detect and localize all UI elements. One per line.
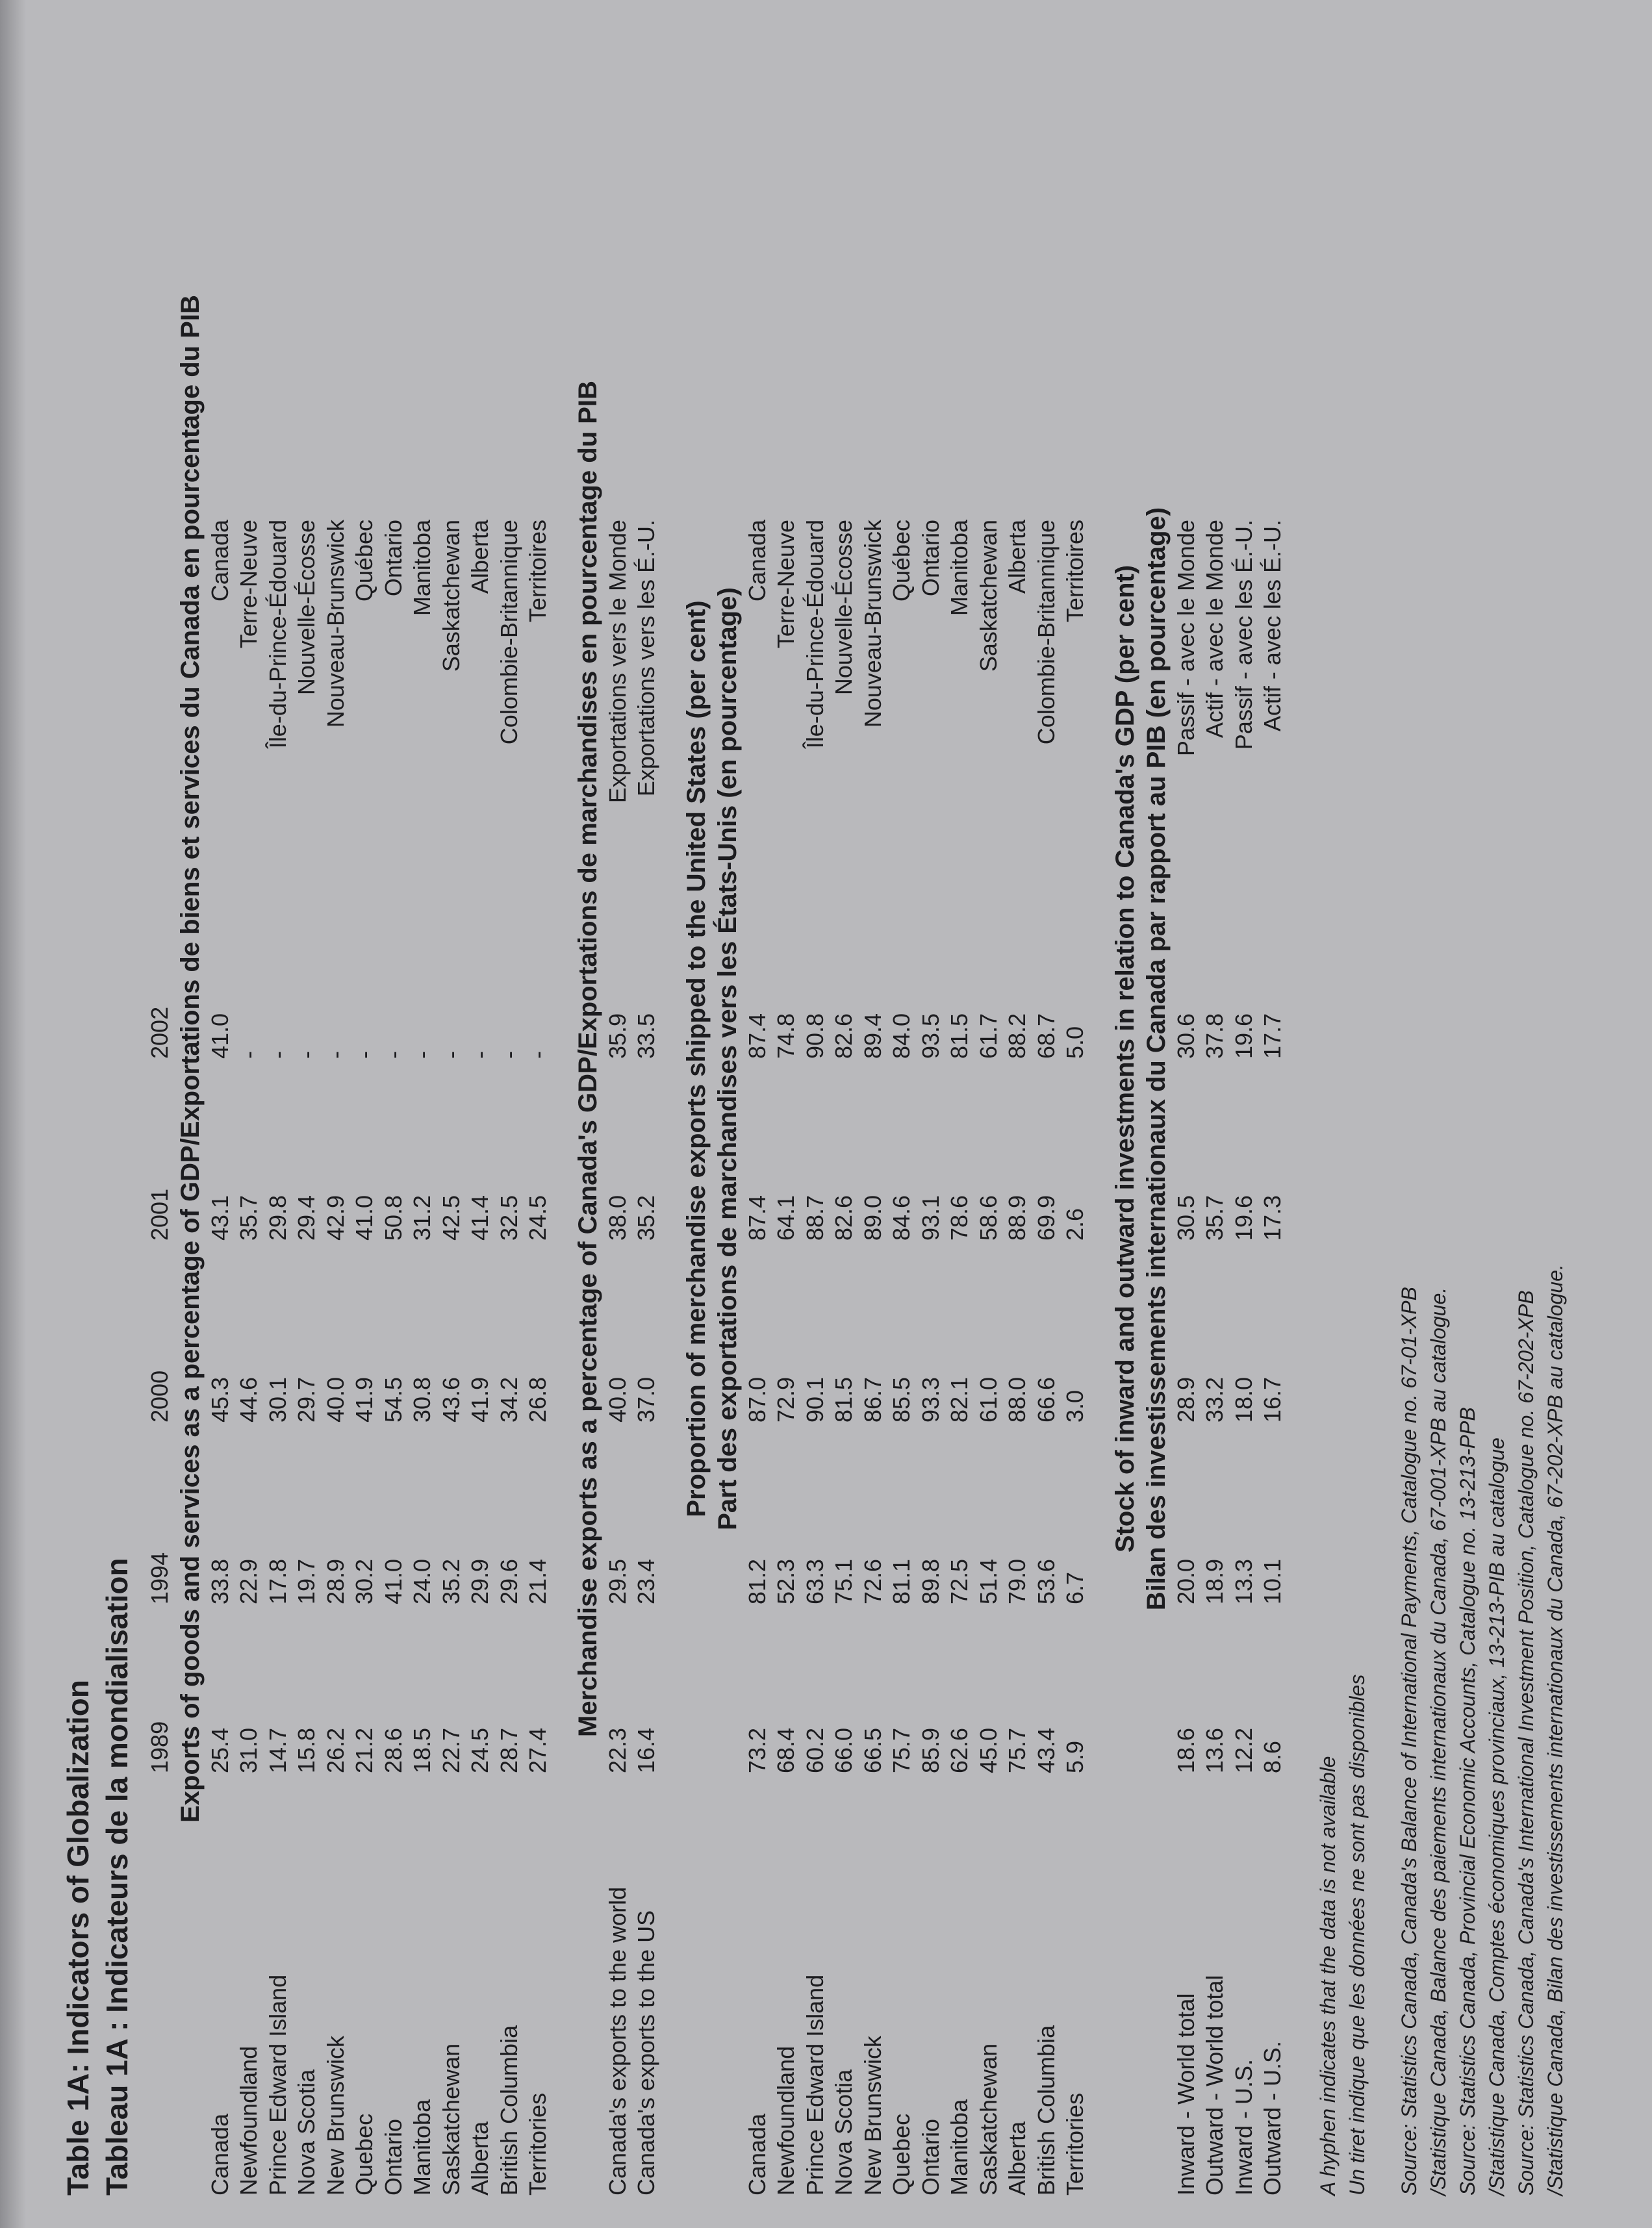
value-cell: 20.0	[1172, 1558, 1199, 1604]
value-cell: 27.4	[524, 1727, 551, 1773]
value-cell: -	[466, 1051, 493, 1059]
page-edge-shadow	[0, 0, 26, 2228]
note-fr: Un tiret indique que les données ne sont pas disponibles	[1345, 1674, 1369, 2196]
row-label-fr: Ontario	[917, 520, 944, 597]
year-header: 2001	[146, 1188, 173, 1241]
table-row	[945, 520, 974, 2196]
value-cell: 82.6	[830, 1013, 857, 1059]
table-row	[830, 520, 859, 2196]
value-cell: 52.3	[772, 1558, 799, 1604]
value-cell: 79.0	[1004, 1558, 1030, 1604]
value-cell: 18.9	[1201, 1558, 1228, 1604]
row-label-fr: Manitoba	[946, 520, 972, 616]
row-label-en: Quebec	[888, 2113, 915, 2196]
table-title-en: Table 1A: Indicators of Globalization	[61, 1680, 95, 2196]
table-row	[859, 520, 888, 2196]
value-cell: 41.9	[466, 1376, 493, 1423]
table-row	[1230, 520, 1259, 2196]
row-label-en: Inward - World total	[1172, 1993, 1199, 2196]
value-cell: 18.5	[409, 1727, 435, 1773]
value-cell: 45.0	[974, 1727, 1002, 1773]
value-cell: 69.9	[1032, 1195, 1060, 1241]
row-label-en: Outward - U.S.	[1259, 2040, 1286, 2196]
value-cell: 43.1	[206, 1195, 233, 1241]
row-label-fr: Nouvelle-Écosse	[293, 520, 320, 696]
row-label-en: Newfoundland	[235, 2045, 262, 2196]
value-cell: 17.3	[1259, 1195, 1286, 1241]
value-cell: 41.0	[351, 1195, 377, 1241]
value-cell: 26.8	[524, 1376, 551, 1423]
row-label-en: Manitoba	[409, 2099, 435, 2196]
table-row	[379, 520, 409, 2196]
value-cell: -	[293, 1051, 320, 1059]
table-row	[292, 520, 322, 2196]
value-cell: 85.5	[888, 1376, 915, 1423]
value-cell: 72.5	[946, 1558, 972, 1604]
row-label-en: Canada	[743, 2113, 770, 2196]
row-label-fr: Saskatchewan	[437, 520, 464, 672]
value-cell: 35.7	[1201, 1195, 1228, 1241]
row-label-fr: Nouvelle-Écosse	[830, 520, 857, 696]
row-label-fr: Québec	[351, 520, 377, 602]
value-cell: 54.5	[379, 1376, 407, 1423]
year-header: 2002	[146, 1006, 173, 1059]
value-cell: 85.9	[917, 1727, 944, 1773]
row-label-fr: Passif - avec les É.-U.	[1230, 520, 1257, 750]
value-cell: -	[409, 1051, 435, 1059]
value-cell: 30.6	[1172, 1013, 1199, 1059]
table-section-1	[146, 520, 175, 2196]
value-cell: -	[264, 1051, 291, 1059]
value-cell: 28.6	[379, 1727, 407, 1773]
value-cell: 72.9	[772, 1376, 799, 1423]
year-header-row	[146, 520, 175, 2196]
value-cell: 25.4	[206, 1727, 233, 1773]
value-cell: 35.2	[437, 1558, 464, 1604]
row-label-fr: Territoires	[1061, 520, 1088, 623]
source-line: /Statistique Canada, Balance des paiements internationaux du Canada, 67-001-XPB au catalogue.	[1426, 1287, 1450, 2196]
value-cell: -	[495, 1051, 522, 1059]
table-row	[495, 520, 524, 2196]
section-1-title: Exports of goods and services as a percentage of GDP/Exportations de biens et services du Canada en pourcentage du PIB	[175, 295, 205, 1823]
table-row	[264, 520, 293, 2196]
table-row	[1201, 520, 1230, 2196]
row-label-en: Territories	[1061, 2092, 1088, 2196]
row-label-fr: Alberta	[1004, 520, 1030, 594]
row-label-fr: Actif - avec le Monde	[1201, 520, 1228, 739]
value-cell: 19.7	[293, 1558, 320, 1604]
value-cell: 16.7	[1259, 1376, 1286, 1423]
value-cell: -	[351, 1051, 377, 1059]
value-cell: 19.6	[1230, 1195, 1257, 1241]
value-cell: 68.7	[1032, 1013, 1060, 1059]
table-row	[466, 520, 495, 2196]
row-label-en: Saskatchewan	[974, 2043, 1002, 2196]
value-cell: 93.1	[917, 1195, 944, 1241]
section-3-title-en: Proportion of merchandise exports shipped to the United States (per cent)	[681, 600, 711, 1517]
source-line: /Statistique Canada, Bilan des investissements internationaux du Canada, 67-202-XPB au catalogue.	[1543, 1264, 1567, 2196]
value-cell: 24.5	[524, 1195, 551, 1241]
section-2-title: Merchandise exports as a percentage of Canada's GDP/Exportations de marchandises en pourcentage du PIB	[573, 381, 602, 1737]
section-4-title-en: Stock of inward and outward investments in relation to Canada's GDP (per cent)	[1110, 564, 1139, 1553]
value-cell: 42.5	[437, 1195, 464, 1241]
note-en: A hyphen indicates that the data is not available	[1315, 1756, 1340, 2196]
value-cell: 41.0	[206, 1013, 233, 1059]
value-cell: 81.5	[830, 1376, 857, 1423]
value-cell: 37.8	[1201, 1013, 1228, 1059]
value-cell: 13.6	[1201, 1727, 1228, 1773]
value-cell: 22.9	[235, 1558, 262, 1604]
row-label-en: Ontario	[379, 2118, 407, 2196]
value-cell: 35.2	[633, 1195, 659, 1241]
row-label-en: Alberta	[1004, 2121, 1030, 2196]
table-row	[743, 520, 772, 2196]
value-cell: 61.7	[974, 1013, 1002, 1059]
value-cell: 26.2	[322, 1727, 349, 1773]
value-cell: 88.7	[801, 1195, 828, 1241]
section-3-rows	[743, 520, 1090, 2196]
table-row	[974, 520, 1004, 2196]
value-cell: 33.5	[633, 1013, 659, 1059]
row-label-fr: Saskatchewan	[974, 520, 1002, 672]
value-cell: 3.0	[1061, 1389, 1088, 1423]
value-cell: 50.8	[379, 1195, 407, 1241]
row-label-en: Canada	[206, 2113, 233, 2196]
value-cell: 75.7	[888, 1727, 915, 1773]
value-cell: 29.8	[264, 1195, 291, 1241]
value-cell: 81.5	[946, 1013, 972, 1059]
row-label-en: Nova Scotia	[830, 2069, 857, 2196]
row-label-en: Nova Scotia	[293, 2069, 320, 2196]
value-cell: 41.9	[351, 1376, 377, 1423]
year-header: 1989	[146, 1721, 173, 1773]
value-cell: 78.6	[946, 1195, 972, 1241]
row-label-en: Alberta	[466, 2121, 493, 2196]
value-cell: 82.6	[830, 1195, 857, 1241]
value-cell: 29.7	[293, 1376, 320, 1423]
value-cell: 22.3	[604, 1727, 631, 1773]
value-cell: 42.9	[322, 1195, 349, 1241]
value-cell: 84.6	[888, 1195, 915, 1241]
value-cell: 45.3	[206, 1376, 233, 1423]
table-row	[235, 520, 264, 2196]
value-cell: 14.7	[264, 1727, 291, 1773]
value-cell: 64.1	[772, 1195, 799, 1241]
value-cell: 93.5	[917, 1013, 944, 1059]
value-cell: 24.5	[466, 1727, 493, 1773]
value-cell: 31.0	[235, 1727, 262, 1773]
value-cell: 90.8	[801, 1013, 828, 1059]
value-cell: 82.1	[946, 1376, 972, 1423]
value-cell: 41.4	[466, 1195, 493, 1241]
table-row	[801, 520, 830, 2196]
table-row	[1172, 520, 1201, 2196]
value-cell: 5.0	[1061, 1026, 1088, 1059]
value-cell: 41.0	[379, 1558, 407, 1604]
value-cell: 10.1	[1259, 1558, 1286, 1604]
table-row	[917, 520, 946, 2196]
value-cell: 19.6	[1230, 1013, 1257, 1059]
value-cell: 40.0	[322, 1376, 349, 1423]
value-cell: -	[437, 1051, 464, 1059]
value-cell: 33.8	[206, 1558, 233, 1604]
table-row	[1258, 520, 1288, 2196]
row-label-fr: Colombie-Britannique	[495, 520, 522, 745]
table-row	[772, 520, 801, 2196]
row-label-fr: Nouveau-Brunswick	[322, 520, 349, 728]
value-cell: 28.9	[1172, 1376, 1199, 1423]
value-cell: 66.5	[859, 1727, 886, 1773]
row-label-fr: Actif - avec les É.-U.	[1259, 520, 1286, 732]
value-cell: 72.6	[859, 1558, 886, 1604]
value-cell: 62.6	[946, 1727, 972, 1773]
row-label-en: Newfoundland	[772, 2045, 799, 2196]
value-cell: 86.7	[859, 1376, 886, 1423]
value-cell: 8.6	[1259, 1740, 1286, 1773]
value-cell: 29.5	[604, 1558, 631, 1604]
value-cell: 87.4	[743, 1013, 770, 1059]
section-4-rows	[1172, 520, 1288, 2196]
row-label-en: Quebec	[351, 2113, 377, 2196]
value-cell: 18.6	[1172, 1727, 1199, 1773]
row-label-fr: Île-du-Prince-Édouard	[264, 520, 291, 749]
row-label-en: Prince Edward Island	[264, 1974, 291, 2196]
value-cell: 5.9	[1061, 1740, 1088, 1773]
value-cell: 31.2	[409, 1195, 435, 1241]
value-cell: 66.0	[830, 1727, 857, 1773]
section-1-rows	[206, 520, 553, 2196]
row-label-en: Outward - World total	[1201, 1975, 1228, 2196]
value-cell: 93.3	[917, 1376, 944, 1423]
value-cell: 13.3	[1230, 1558, 1257, 1604]
row-label-en: New Brunswick	[322, 2035, 349, 2196]
value-cell: 17.8	[264, 1558, 291, 1604]
row-label-en: Manitoba	[946, 2099, 972, 2196]
value-cell: 29.6	[495, 1558, 522, 1604]
value-cell: 37.0	[633, 1376, 659, 1423]
source-line: Source: Statistics Canada, Canada's Balance of International Payments, Catalogue no. 67-01-XPB	[1397, 1287, 1421, 2196]
row-label-fr: Terre-Neuve	[235, 520, 262, 649]
value-cell: 53.6	[1032, 1558, 1060, 1604]
value-cell: 89.4	[859, 1013, 886, 1059]
row-label-fr: Île-du-Prince-Édouard	[801, 520, 828, 749]
value-cell: 68.4	[772, 1727, 799, 1773]
value-cell: 23.4	[633, 1558, 659, 1604]
value-cell: 32.5	[495, 1195, 522, 1241]
value-cell: 74.8	[772, 1013, 799, 1059]
table-row	[1032, 520, 1061, 2196]
row-label-fr: Exportations vers le Monde	[604, 520, 631, 804]
value-cell: 40.0	[604, 1376, 631, 1423]
value-cell: 12.2	[1230, 1727, 1257, 1773]
row-label-en: British Columbia	[1032, 2025, 1060, 2196]
row-label-en: British Columbia	[495, 2025, 522, 2196]
table-row	[437, 520, 466, 2196]
row-label-en: Ontario	[917, 2118, 944, 2196]
section-4-title-fr: Bilan des investissements internationaux du Canada par rapport au PIB (en pourcentage)	[1141, 507, 1171, 1611]
section-3-title-fr: Part des exportations de marchandises vers les États-Unis (en pourcentage)	[713, 587, 742, 1530]
value-cell: 28.7	[495, 1727, 522, 1773]
value-cell: 60.2	[801, 1727, 828, 1773]
value-cell: -	[322, 1051, 349, 1059]
value-cell: 43.6	[437, 1376, 464, 1423]
value-cell: 88.0	[1004, 1376, 1030, 1423]
value-cell: 35.9	[604, 1013, 631, 1059]
value-cell: 84.0	[888, 1013, 915, 1059]
value-cell: 89.8	[917, 1558, 944, 1604]
value-cell: 22.7	[437, 1727, 464, 1773]
row-label-fr: Terre-Neuve	[772, 520, 799, 649]
value-cell: 81.2	[743, 1558, 770, 1604]
value-cell: 89.0	[859, 1195, 886, 1241]
value-cell: 75.1	[830, 1558, 857, 1604]
value-cell: 35.7	[235, 1195, 262, 1241]
year-header: 1994	[146, 1552, 173, 1604]
row-label-fr: Ontario	[379, 520, 407, 597]
rotated-sheet	[58, 52, 1652, 2196]
table-row	[350, 520, 379, 2196]
row-label-fr: Territoires	[524, 520, 551, 623]
table-row	[632, 520, 661, 2196]
value-cell: 63.3	[801, 1558, 828, 1604]
value-cell: 88.2	[1004, 1013, 1030, 1059]
value-cell: 87.4	[743, 1195, 770, 1241]
value-cell: -	[379, 1051, 407, 1059]
row-label-fr: Canada	[206, 520, 233, 602]
row-label-en: Inward - U.S.	[1230, 2058, 1257, 2196]
value-cell: 2.6	[1061, 1208, 1088, 1241]
table-row	[1061, 520, 1090, 2196]
source-line: /Statistique Canada, Comptes économiques provinciaux, 13-213-PIB au catalogue	[1484, 1437, 1508, 2196]
table-row	[322, 520, 351, 2196]
value-cell: 29.4	[293, 1195, 320, 1241]
value-cell: 15.8	[293, 1727, 320, 1773]
source-line: Source: Statistics Canada, Provincial Economic Accounts, Catalogue no. 13-213-PPB	[1455, 1407, 1479, 2196]
value-cell: 61.0	[974, 1376, 1002, 1423]
value-cell: 34.2	[495, 1376, 522, 1423]
table-row	[408, 520, 437, 2196]
value-cell: -	[524, 1051, 551, 1059]
row-label-fr: Exportations vers les É.-U.	[633, 520, 659, 797]
value-cell: 17.7	[1259, 1013, 1286, 1059]
table-row	[524, 520, 553, 2196]
row-label-en: Saskatchewan	[437, 2043, 464, 2196]
value-cell: 29.9	[466, 1558, 493, 1604]
value-cell: 66.6	[1032, 1376, 1060, 1423]
row-label-fr: Nouveau-Brunswick	[859, 520, 886, 728]
value-cell: 88.9	[1004, 1195, 1030, 1241]
row-label-en: New Brunswick	[859, 2035, 886, 2196]
row-label-fr: Passif - avec le Monde	[1172, 520, 1199, 757]
value-cell: -	[235, 1051, 262, 1059]
value-cell: 73.2	[743, 1727, 770, 1773]
row-label-en: Canada's exports to the US	[633, 1910, 659, 2196]
table-title-fr: Tableau 1A : Indicateurs de la mondialisation	[100, 1558, 134, 2196]
value-cell: 81.1	[888, 1558, 915, 1604]
value-cell: 21.2	[351, 1727, 377, 1773]
section-2-rows	[604, 520, 661, 2196]
value-cell: 6.7	[1061, 1571, 1088, 1604]
value-cell: 33.2	[1201, 1376, 1228, 1423]
value-cell: 38.0	[604, 1195, 631, 1241]
row-label-fr: Colombie-Britannique	[1032, 520, 1060, 745]
value-cell: 87.0	[743, 1376, 770, 1423]
row-label-fr: Canada	[743, 520, 770, 602]
value-cell: 30.2	[351, 1558, 377, 1604]
table-row	[604, 520, 633, 2196]
value-cell: 43.4	[1032, 1727, 1060, 1773]
row-label-fr: Québec	[888, 520, 915, 602]
row-label-en: Canada's exports to the world	[604, 1886, 631, 2196]
source-line: Source: Statistics Canada, Canada's International Investment Position, Catalogue no. 67-202-XPB	[1514, 1290, 1538, 2196]
table-row	[887, 520, 917, 2196]
value-cell: 18.0	[1230, 1376, 1257, 1423]
table-row	[206, 520, 235, 2196]
value-cell: 24.0	[409, 1558, 435, 1604]
row-label-fr: Alberta	[466, 520, 493, 594]
value-cell: 28.9	[322, 1558, 349, 1604]
value-cell: 21.4	[524, 1558, 551, 1604]
row-label-en: Territories	[524, 2092, 551, 2196]
value-cell: 51.4	[974, 1558, 1002, 1604]
value-cell: 44.6	[235, 1376, 262, 1423]
value-cell: 75.7	[1004, 1727, 1030, 1773]
value-cell: 58.6	[974, 1195, 1002, 1241]
row-label-en: Prince Edward Island	[801, 1974, 828, 2196]
value-cell: 30.1	[264, 1376, 291, 1423]
row-label-fr: Manitoba	[409, 520, 435, 616]
value-cell: 16.4	[633, 1727, 659, 1773]
value-cell: 30.8	[409, 1376, 435, 1423]
year-header: 2000	[146, 1370, 173, 1423]
value-cell: 30.5	[1172, 1195, 1199, 1241]
table-row	[1003, 520, 1032, 2196]
value-cell: 90.1	[801, 1376, 828, 1423]
